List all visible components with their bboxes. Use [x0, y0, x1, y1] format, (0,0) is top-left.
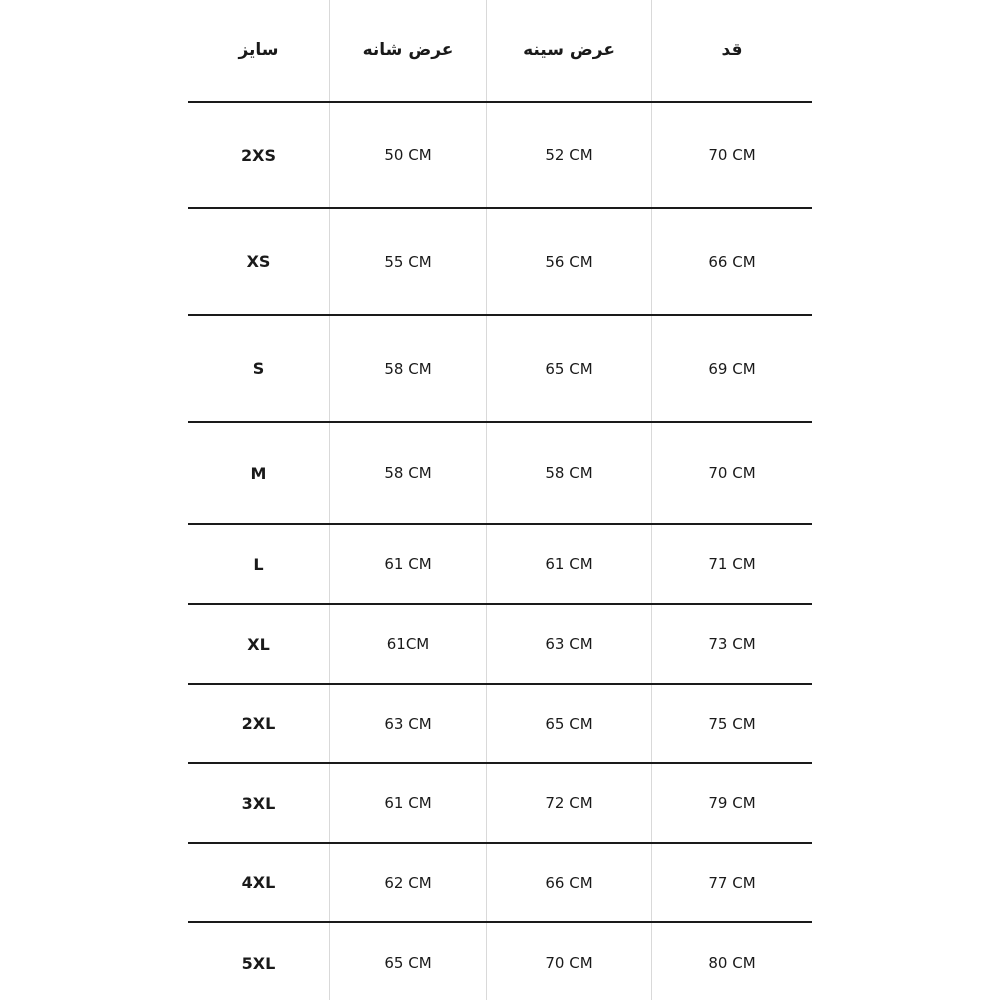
- length-value: 66 CM: [708, 252, 756, 271]
- length-value: 75 CM: [708, 714, 756, 733]
- length-value: 79 CM: [708, 794, 756, 812]
- shoulder-value: 62 CM: [384, 873, 432, 892]
- shoulder-value: 58 CM: [384, 359, 432, 378]
- shoulder-value: 61CM: [386, 635, 430, 653]
- table-row: [188, 764, 812, 842]
- table-row: [188, 844, 812, 921]
- chest-value: 72 CM: [545, 794, 593, 812]
- shoulder-value: 61 CM: [384, 794, 432, 812]
- length-value: 70 CM: [708, 146, 756, 164]
- table-row: [188, 209, 812, 314]
- table-row: [188, 103, 812, 207]
- size-value: 5XL: [241, 953, 276, 973]
- size-value: S: [252, 359, 265, 378]
- size-value: XL: [247, 634, 270, 654]
- chest-value: 65 CM: [545, 714, 593, 733]
- length-value: 69 CM: [708, 359, 756, 378]
- chest-value: 61 CM: [545, 555, 593, 573]
- chest-value: 58 CM: [545, 464, 593, 482]
- length-value: 71 CM: [708, 555, 756, 573]
- header-size: سایز: [238, 40, 279, 60]
- shoulder-value: 58 CM: [384, 464, 432, 482]
- shoulder-value: 55 CM: [384, 252, 432, 271]
- size-value: 4XL: [241, 873, 276, 892]
- chest-value: 56 CM: [545, 252, 593, 271]
- table-row: [188, 685, 812, 762]
- size-value: M: [250, 463, 267, 483]
- header-shoulder-width: عرض شانه: [362, 40, 454, 60]
- table-row: [188, 316, 812, 421]
- chest-value: 65 CM: [545, 359, 593, 378]
- chest-value: 63 CM: [545, 635, 593, 653]
- size-value: 3XL: [241, 793, 276, 813]
- header-chest-width: عرض سینه: [523, 40, 615, 60]
- length-value: 73 CM: [708, 635, 756, 653]
- length-value: 70 CM: [708, 464, 756, 482]
- header-row: [188, 0, 812, 100]
- size-value: L: [253, 554, 264, 574]
- shoulder-value: 63 CM: [384, 714, 432, 733]
- table-row: [188, 605, 812, 683]
- shoulder-value: 65 CM: [384, 954, 432, 972]
- size-value: 2XS: [241, 145, 276, 165]
- shoulder-value: 61 CM: [384, 555, 432, 573]
- length-value: 80 CM: [708, 954, 756, 972]
- chest-value: 70 CM: [545, 954, 593, 972]
- size-value: 2XL: [241, 714, 276, 733]
- table-row: [188, 525, 812, 603]
- chest-value: 52 CM: [545, 146, 593, 164]
- size-chart-table: [188, 0, 812, 1000]
- size-value: XS: [246, 252, 271, 271]
- chest-value: 66 CM: [545, 873, 593, 892]
- header-length: قد: [721, 40, 743, 60]
- table-row: [188, 423, 812, 523]
- shoulder-value: 50 CM: [384, 146, 432, 164]
- length-value: 77 CM: [708, 873, 756, 892]
- table-row: [188, 923, 812, 1003]
